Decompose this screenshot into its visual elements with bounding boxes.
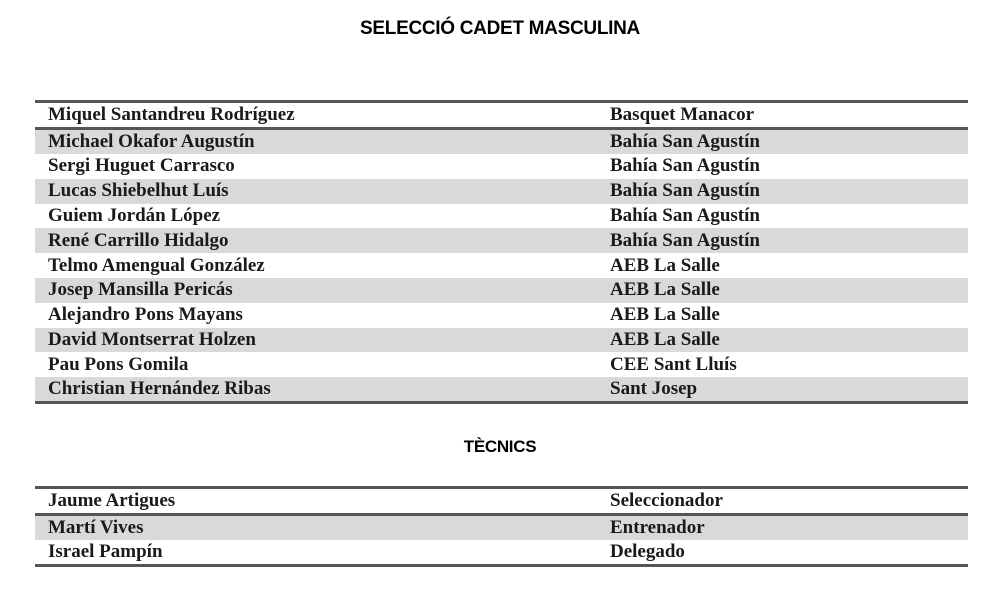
staff-role: Delegado (610, 541, 685, 562)
table-row (35, 278, 968, 303)
table-row (35, 228, 968, 253)
player-name: David Montserrat Holzen (35, 328, 610, 353)
staff-name: Martí Vives (35, 515, 610, 541)
player-name: René Carrillo Hidalgo (35, 228, 610, 253)
staff-name: Israel Pampín (48, 541, 163, 562)
table-row (35, 204, 968, 229)
player-club: Sant Josep (610, 377, 968, 403)
table-row (35, 129, 968, 155)
player-name: Guiem Jordán López (48, 204, 221, 226)
table-row (35, 540, 968, 566)
player-name: Pau Pons Gomila (48, 353, 189, 375)
player-club: Bahía San Agustín (610, 204, 760, 226)
player-name: Miquel Santandreu Rodríguez (35, 102, 610, 129)
table-row (35, 303, 968, 328)
staff-section-title: TÈCNICS (463, 437, 537, 456)
player-club: Bahía San Agustín (610, 228, 968, 253)
table-row (35, 488, 968, 515)
player-name: Michael Okafor Augustín (35, 129, 610, 155)
player-club: Bahía San Agustín (610, 155, 760, 177)
table-row (35, 179, 968, 204)
player-club: Bahía San Agustín (610, 129, 968, 155)
table-row (35, 154, 968, 179)
player-name: Josep Mansilla Pericás (35, 278, 610, 303)
players-table (35, 100, 968, 404)
player-club: Bahía San Agustín (610, 179, 968, 204)
staff-name: Jaume Artigues (35, 488, 610, 515)
table-row (35, 352, 968, 377)
table-row (35, 515, 968, 541)
player-club: AEB La Salle (610, 278, 968, 303)
player-name: Telmo Amengual González (48, 254, 265, 276)
table-row (35, 102, 968, 129)
table-row (35, 377, 968, 403)
player-club: CEE Sant Lluís (610, 353, 737, 375)
player-club: AEB La Salle (610, 304, 720, 326)
player-name: Alejandro Pons Mayans (48, 304, 243, 326)
table-row (35, 253, 968, 278)
table-row (35, 328, 968, 353)
staff-table (35, 486, 968, 567)
page-title: SELECCIÓ CADET MASCULINA (360, 18, 640, 39)
staff-role: Entrenador (610, 515, 968, 541)
player-club: AEB La Salle (610, 328, 968, 353)
staff-role: Seleccionador (610, 488, 968, 515)
player-club: AEB La Salle (610, 254, 720, 276)
player-name: Sergi Huguet Carrasco (48, 155, 235, 177)
player-name: Lucas Shiebelhut Luís (35, 179, 610, 204)
player-club: Basquet Manacor (610, 102, 968, 129)
player-name: Christian Hernández Ribas (35, 377, 610, 403)
